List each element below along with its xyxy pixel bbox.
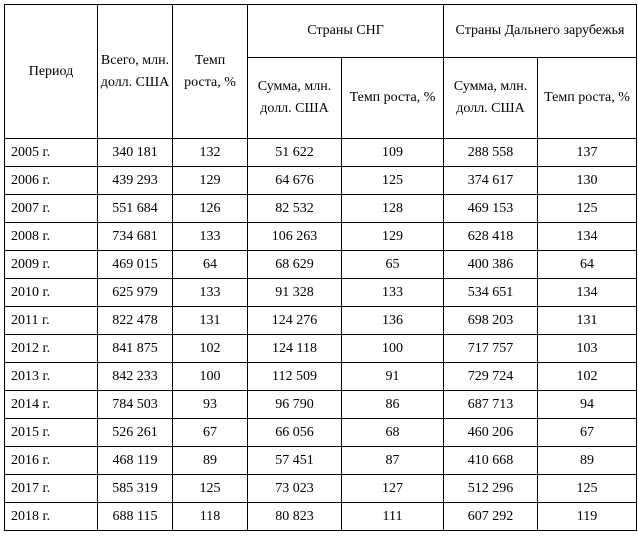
table-row bbox=[5, 279, 637, 307]
table-row bbox=[5, 223, 637, 251]
cell-cis-sum: 96 790 bbox=[248, 391, 342, 419]
cell-cis-growth: 87 bbox=[342, 447, 444, 475]
cell-far-sum: 469 153 bbox=[444, 195, 538, 223]
cell-far-sum: 729 724 bbox=[444, 363, 538, 391]
header-growth: Темп роста, % bbox=[173, 5, 248, 139]
cell-growth: 118 bbox=[173, 503, 248, 531]
cell-far-growth: 137 bbox=[538, 139, 637, 167]
cell-total: 585 319 bbox=[98, 475, 173, 503]
cell-period: 2010 г. bbox=[5, 279, 98, 307]
cell-far-sum: 717 757 bbox=[444, 335, 538, 363]
cell-far-growth: 125 bbox=[538, 195, 637, 223]
cell-total: 526 261 bbox=[98, 419, 173, 447]
cell-cis-growth: 129 bbox=[342, 223, 444, 251]
cell-growth: 64 bbox=[173, 251, 248, 279]
cell-cis-sum: 57 451 bbox=[248, 447, 342, 475]
cell-growth: 93 bbox=[173, 391, 248, 419]
header-cis: Страны СНГ bbox=[248, 5, 444, 58]
table-row bbox=[5, 307, 637, 335]
cell-cis-growth: 125 bbox=[342, 167, 444, 195]
cell-period: 2013 г. bbox=[5, 363, 98, 391]
cell-period: 2014 г. bbox=[5, 391, 98, 419]
cell-period: 2009 г. bbox=[5, 251, 98, 279]
cell-cis-growth: 133 bbox=[342, 279, 444, 307]
cell-cis-growth: 86 bbox=[342, 391, 444, 419]
table-row bbox=[5, 195, 637, 223]
cell-far-growth: 94 bbox=[538, 391, 637, 419]
table-row bbox=[5, 167, 637, 195]
table-row bbox=[5, 419, 637, 447]
cell-period: 2005 г. bbox=[5, 139, 98, 167]
cell-far-growth: 119 bbox=[538, 503, 637, 531]
cell-period: 2018 г. bbox=[5, 503, 98, 531]
table-row bbox=[5, 447, 637, 475]
cell-far-sum: 400 386 bbox=[444, 251, 538, 279]
cell-cis-sum: 112 509 bbox=[248, 363, 342, 391]
cell-far-sum: 512 296 bbox=[444, 475, 538, 503]
cell-total: 688 115 bbox=[98, 503, 173, 531]
cell-cis-sum: 106 263 bbox=[248, 223, 342, 251]
cell-period: 2011 г. bbox=[5, 307, 98, 335]
cell-far-growth: 125 bbox=[538, 475, 637, 503]
cell-period: 2008 г. bbox=[5, 223, 98, 251]
table-row bbox=[5, 475, 637, 503]
cell-period: 2017 г. bbox=[5, 475, 98, 503]
cell-growth: 67 bbox=[173, 419, 248, 447]
data-table bbox=[4, 4, 637, 531]
cell-growth: 126 bbox=[173, 195, 248, 223]
cell-total: 841 875 bbox=[98, 335, 173, 363]
cell-total: 340 181 bbox=[98, 139, 173, 167]
cell-far-sum: 288 558 bbox=[444, 139, 538, 167]
cell-total: 439 293 bbox=[98, 167, 173, 195]
cell-total: 625 979 bbox=[98, 279, 173, 307]
cell-far-growth: 134 bbox=[538, 223, 637, 251]
cell-total: 734 681 bbox=[98, 223, 173, 251]
table-row bbox=[5, 335, 637, 363]
cell-cis-growth: 136 bbox=[342, 307, 444, 335]
cell-cis-sum: 73 023 bbox=[248, 475, 342, 503]
cell-cis-sum: 51 622 bbox=[248, 139, 342, 167]
cell-far-sum: 687 713 bbox=[444, 391, 538, 419]
header-cis-growth: Темп роста, % bbox=[342, 58, 444, 139]
header-row-1 bbox=[5, 5, 637, 58]
cell-growth: 131 bbox=[173, 307, 248, 335]
cell-far-growth: 64 bbox=[538, 251, 637, 279]
cell-cis-sum: 82 532 bbox=[248, 195, 342, 223]
cell-growth: 133 bbox=[173, 223, 248, 251]
cell-cis-sum: 64 676 bbox=[248, 167, 342, 195]
cell-growth: 89 bbox=[173, 447, 248, 475]
cell-far-growth: 103 bbox=[538, 335, 637, 363]
cell-period: 2012 г. bbox=[5, 335, 98, 363]
cell-cis-growth: 100 bbox=[342, 335, 444, 363]
cell-total: 784 503 bbox=[98, 391, 173, 419]
cell-growth: 133 bbox=[173, 279, 248, 307]
cell-growth: 100 bbox=[173, 363, 248, 391]
header-cis-sum: Сумма, млн. долл. США bbox=[248, 58, 342, 139]
cell-total: 842 233 bbox=[98, 363, 173, 391]
header-far-sum: Сумма, млн. долл. США bbox=[444, 58, 538, 139]
cell-total: 468 119 bbox=[98, 447, 173, 475]
cell-far-growth: 130 bbox=[538, 167, 637, 195]
header-far-abroad: Страны Дальнего зарубежья bbox=[444, 5, 637, 58]
cell-far-growth: 134 bbox=[538, 279, 637, 307]
table-row bbox=[5, 139, 637, 167]
cell-cis-growth: 111 bbox=[342, 503, 444, 531]
cell-far-sum: 607 292 bbox=[444, 503, 538, 531]
cell-period: 2015 г. bbox=[5, 419, 98, 447]
cell-period: 2006 г. bbox=[5, 167, 98, 195]
cell-growth: 102 bbox=[173, 335, 248, 363]
cell-cis-sum: 80 823 bbox=[248, 503, 342, 531]
cell-period: 2007 г. bbox=[5, 195, 98, 223]
table-row bbox=[5, 251, 637, 279]
cell-cis-growth: 127 bbox=[342, 475, 444, 503]
cell-cis-growth: 68 bbox=[342, 419, 444, 447]
cell-cis-growth: 109 bbox=[342, 139, 444, 167]
cell-cis-growth: 65 bbox=[342, 251, 444, 279]
cell-growth: 125 bbox=[173, 475, 248, 503]
header-far-growth: Темп роста, % bbox=[538, 58, 637, 139]
cell-far-sum: 460 206 bbox=[444, 419, 538, 447]
cell-far-growth: 131 bbox=[538, 307, 637, 335]
cell-growth: 129 bbox=[173, 167, 248, 195]
header-total: Всего, млн. долл. США bbox=[98, 5, 173, 139]
cell-cis-growth: 128 bbox=[342, 195, 444, 223]
header-period: Период bbox=[5, 5, 98, 139]
cell-cis-sum: 124 276 bbox=[248, 307, 342, 335]
cell-cis-sum: 68 629 bbox=[248, 251, 342, 279]
cell-far-growth: 89 bbox=[538, 447, 637, 475]
table-row bbox=[5, 503, 637, 531]
cell-total: 822 478 bbox=[98, 307, 173, 335]
cell-far-growth: 67 bbox=[538, 419, 637, 447]
cell-cis-sum: 91 328 bbox=[248, 279, 342, 307]
cell-cis-growth: 91 bbox=[342, 363, 444, 391]
table-body bbox=[5, 139, 637, 531]
cell-far-sum: 534 651 bbox=[444, 279, 538, 307]
cell-period: 2016 г. bbox=[5, 447, 98, 475]
cell-far-sum: 698 203 bbox=[444, 307, 538, 335]
cell-growth: 132 bbox=[173, 139, 248, 167]
cell-far-sum: 374 617 bbox=[444, 167, 538, 195]
cell-far-growth: 102 bbox=[538, 363, 637, 391]
cell-far-sum: 628 418 bbox=[444, 223, 538, 251]
cell-cis-sum: 66 056 bbox=[248, 419, 342, 447]
cell-total: 469 015 bbox=[98, 251, 173, 279]
cell-total: 551 684 bbox=[98, 195, 173, 223]
cell-far-sum: 410 668 bbox=[444, 447, 538, 475]
table-row bbox=[5, 363, 637, 391]
cell-cis-sum: 124 118 bbox=[248, 335, 342, 363]
table-row bbox=[5, 391, 637, 419]
